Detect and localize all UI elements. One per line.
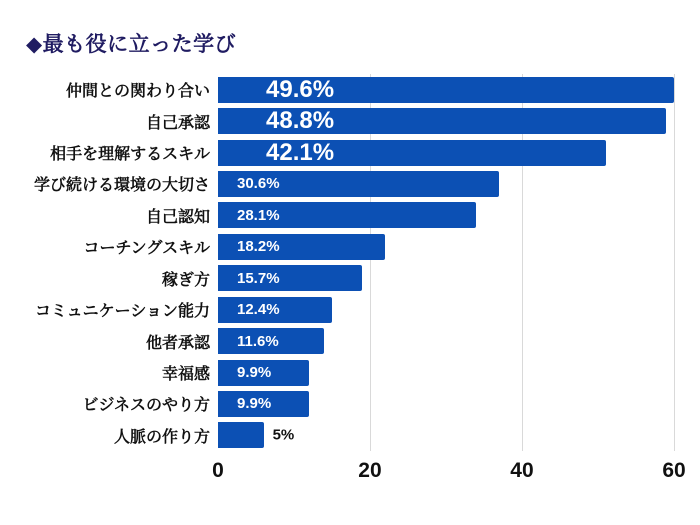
category-label: 仲間との関わり合い: [65, 83, 210, 101]
value-label: 48.8%: [266, 107, 335, 135]
chart-title: ◆最も役に立った学び: [26, 33, 237, 56]
value-label: 5%: [272, 426, 295, 444]
bar: [218, 360, 309, 386]
bar-track: [218, 171, 674, 197]
value-label: 49.6%: [266, 75, 335, 103]
value-label: 9.9%: [237, 395, 272, 413]
value-label: 18.2%: [237, 238, 280, 256]
category-label: 人脈の作り方: [113, 428, 210, 446]
bar-track: [218, 422, 674, 448]
category-label: 自己認知: [145, 208, 210, 226]
bar-row: [0, 263, 700, 294]
category-label: ビジネスのやり方: [82, 397, 210, 415]
value-label: 15.7%: [237, 269, 280, 287]
bar-track: [218, 234, 674, 260]
value-label: 30.6%: [237, 175, 280, 193]
value-label: 42.1%: [266, 138, 335, 166]
bar-row: [0, 357, 700, 388]
bar-row: [0, 168, 700, 199]
bar-track: [218, 77, 674, 103]
bar-row: [0, 200, 700, 231]
bar-track: [218, 140, 674, 166]
bar: [218, 77, 674, 103]
bar-track: [218, 391, 674, 417]
x-tick-label: 20: [358, 459, 382, 482]
bar: [218, 328, 324, 354]
bar-track: [218, 265, 674, 291]
category-label: 幸福感: [161, 366, 210, 383]
bar: [218, 422, 264, 448]
bar: [218, 171, 499, 197]
bar: [218, 202, 476, 228]
bar: [218, 234, 385, 260]
x-tick-label: 60: [662, 459, 686, 482]
bar-row: [0, 388, 700, 419]
bar: [218, 297, 332, 323]
value-label: 12.4%: [237, 301, 280, 319]
bar-row: [0, 137, 700, 168]
value-label: 28.1%: [237, 206, 280, 224]
bar: [218, 140, 606, 166]
bar: [218, 265, 362, 291]
category-label: コーチングスキル: [83, 240, 210, 258]
bar-row: [0, 74, 700, 105]
bar-row: [0, 325, 700, 356]
category-label: 他者承認: [145, 334, 210, 352]
bar-track: [218, 297, 674, 323]
value-label: 9.9%: [237, 364, 272, 381]
bar-track: [218, 328, 674, 354]
category-label: 学び続ける環境の大切さ: [33, 177, 210, 195]
bar-rows: [0, 74, 700, 451]
bar-track: [218, 360, 674, 386]
x-axis: [212, 459, 686, 483]
bar-row: [0, 105, 700, 136]
x-tick-label: 40: [510, 459, 534, 482]
value-label: 11.6%: [237, 332, 279, 350]
category-label: コミュニケーション能力: [34, 303, 210, 321]
x-tick-label: 0: [212, 459, 224, 482]
category-label: 自己承認: [145, 114, 210, 132]
bar-track: [218, 108, 674, 134]
bar-row: [0, 231, 700, 262]
bar-row: [0, 420, 700, 451]
bar: [218, 391, 309, 417]
bar-track: [218, 202, 674, 228]
bar-row: [0, 294, 700, 325]
bar: [218, 108, 666, 134]
category-label: 相手を理解するスキル: [50, 146, 210, 164]
category-label: 稼ぎ方: [161, 271, 210, 289]
